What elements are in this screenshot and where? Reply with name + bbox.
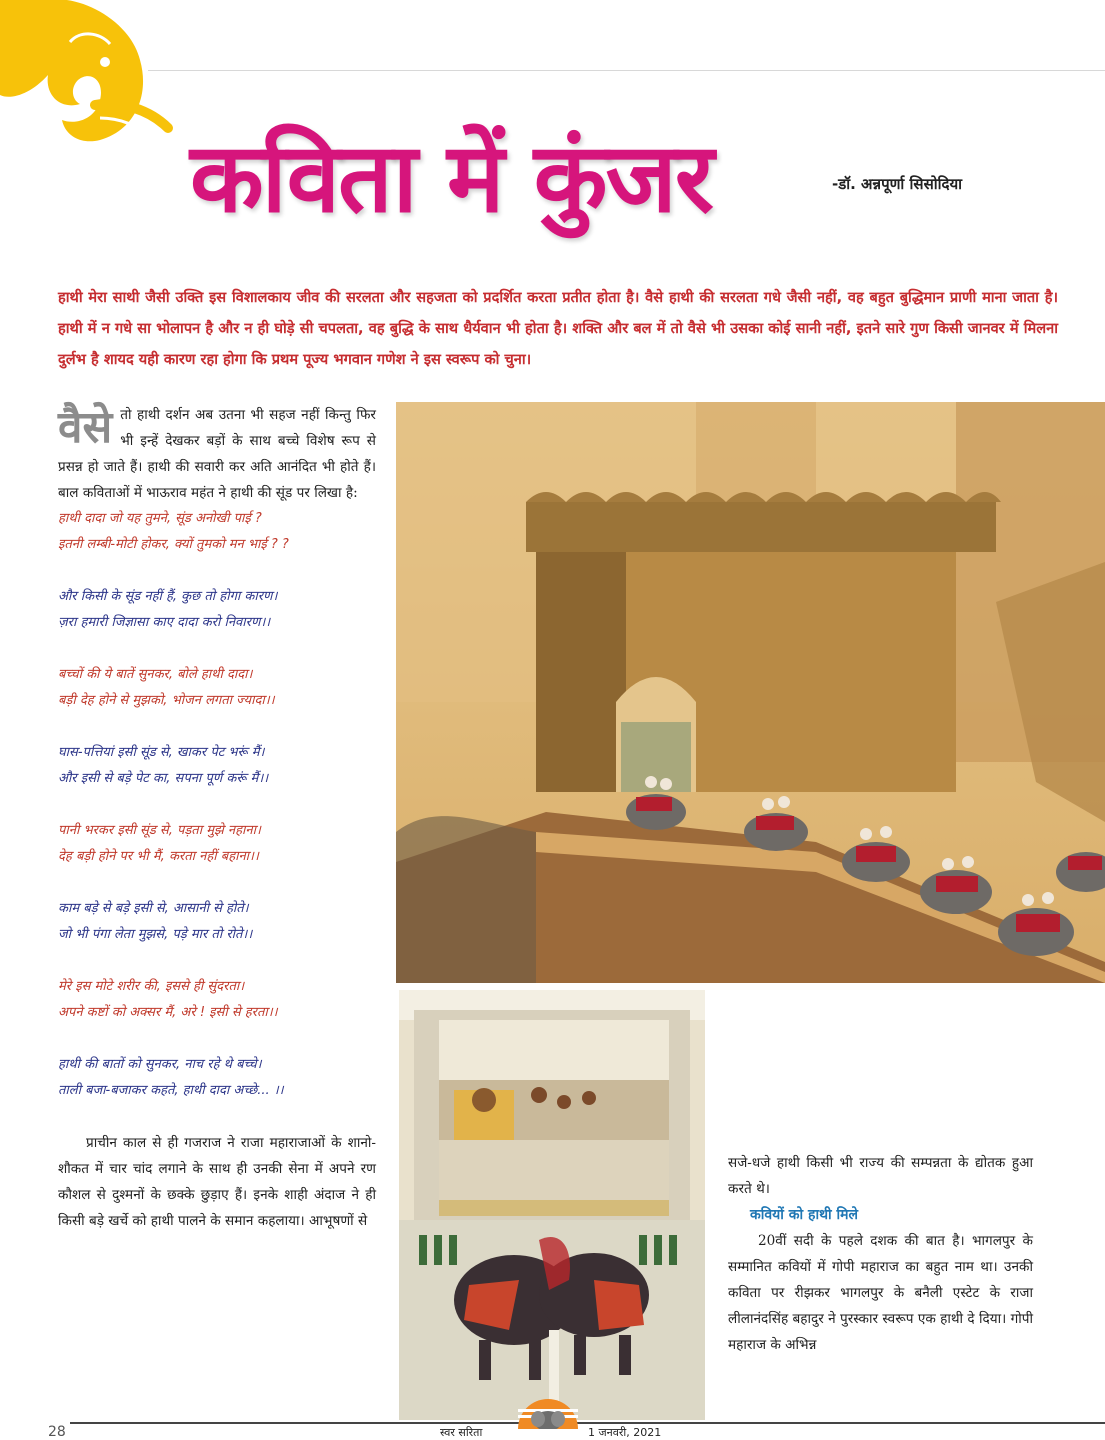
poem-line: घास-पत्तियां इसी सूंड से, खाकर पेट भरूं मैं। <box>58 745 265 760</box>
poem-line: ज़रा हमारी जिज्ञासा काए दादा करो निवारण।। <box>58 615 271 630</box>
amber-fort-photo <box>396 402 1105 983</box>
poem-line: और किसी के सूंड नहीं हैं, कुछ तो होगा कारण। <box>58 589 278 604</box>
after-poem-paragraph: प्राचीन काल से ही गजराज ने राजा महाराजाओं के शानो-शौकत में चार चांद लगाने के साथ ही उनकी सेना में अपने रण कौशल से दुश्मनों के छक्के छुड़ाए हैं। इनके शाही अंदाज ने ही किसी बड़े खर्चे को हाथी पालने के समान कहलाया। आभूषणों से <box>58 1135 376 1229</box>
header-rule <box>148 70 1105 71</box>
poem-line: ताली बजा-बजाकर कहते, हाथी दादा अच्छे... ।। <box>58 1083 284 1098</box>
poem-line: बड़ी देह होने से मुझको, भोजन लगता ज्यादा।। <box>58 693 275 708</box>
poem-stanza <box>58 1052 376 1104</box>
poem-line: हाथी की बातों को सुनकर, नाच रहे थे बच्चे। <box>58 1057 262 1072</box>
page-number: 28 <box>48 1424 66 1440</box>
issue-date: 1 जनवरी, 2021 <box>588 1426 662 1439</box>
poem-line: जो भी पंगा लेता मुझसे, पड़े मार तो रोते।। <box>58 927 253 942</box>
section-subheading: कवियों को हाथी मिले <box>750 1207 859 1223</box>
sunset-elephant-logo-icon <box>508 1395 588 1429</box>
elephant-logo-icon <box>0 0 175 150</box>
poem-line: और इसी से बड़े पेट का, सपना पूर्ण करूं मैं।। <box>58 771 269 786</box>
author-name: -डॉ. अन्नपूर्णा सिसोदिया <box>832 175 963 193</box>
poem-line: इतनी लम्बी-मोटी होकर, क्यों तुमको मन भाई ? ? <box>58 537 289 552</box>
miniature-painting <box>394 985 710 1425</box>
poem-line: अपने कष्टों को अक्सर मैं, अरे ! इसी से हरता।। <box>58 1005 278 1020</box>
poem-stanza <box>58 506 376 558</box>
poem-line: बच्चों की ये बातें सुनकर, बोले हाथी दादा। <box>58 667 253 682</box>
poem-stanza <box>58 818 376 870</box>
drop-cap: वैसे <box>58 402 113 453</box>
article-title: कविता में कुंजर <box>190 122 713 234</box>
continued-paragraph: सजे-धजे हाथी किसी भी राज्य की सम्पन्नता के द्योतक हुआ करते थे। <box>728 1155 1033 1197</box>
poem-line: देह बड़ी होने पर भी मैं, करता नहीं बहाना।। <box>58 849 259 864</box>
poem-line: पानी भरकर इसी सूंड से, पड़ता मुझे नहाना। <box>58 823 261 838</box>
poem-line: मेरे इस मोटे शरीर की, इससे ही सुंदरता। <box>58 979 245 994</box>
poem-stanza <box>58 740 376 792</box>
section-paragraph: 20वीं सदी के पहले दशक की बात है। भागलपुर के सम्मानित कवियों में गोपी महाराज का बहुत नाम था। उनकी कविता पर रीझकर भागलपुर के बनैली एस्टेट के राजा लीलानंदसिंह बहादुर ने पुरस्कार स्वरूप एक हाथी दे दिया। गोपी महाराज के अभिन्न <box>728 1233 1033 1353</box>
magazine-name: स्वर सरिता <box>440 1426 483 1439</box>
poem-stanza <box>58 896 376 948</box>
poem-line: हाथी दादा जो यह तुमने, सूंड अनोखी पाई ? <box>58 511 262 526</box>
poem-stanza <box>58 974 376 1026</box>
right-column <box>728 1150 1033 1358</box>
opening-paragraph: तो हाथी दर्शन अब उतना भी सहज नहीं किन्तु फिर भी इन्हें देखकर बड़ों के साथ बच्चे विशेष रूप से प्रसन्न हो जाते हैं। हाथी की सवारी कर अति आनंदित भी होते हैं। बाल कविताओं में भाऊराव महंत ने हाथी की सूंड पर लिखा है: <box>58 407 376 501</box>
left-column <box>58 402 376 1234</box>
intro-paragraph: हाथी मेरा साथी जैसी उक्ति इस विशालकाय जीव की सरलता और सहजता को प्रदर्शित करता प्रतीत होता है। वैसे हाथी की सरलता गधे जैसी नहीं, वह बहुत बुद्धिमान प्राणी माना जाता है। हाथी में न गधे सा भोलापन है और न ही घोड़े सी चपलता, वह बुद्धि के साथ धैर्यवान भी होता है। शक्ति और बल में तो वैसे भी उसका कोई सानी नहीं, इतने सारे गुण किसी जानवर में मिलना दुर्लभ है शायद यही कारण रहा होगा कि प्रथम पूज्य भगवान गणेश ने इस स्वरूप को चुना। <box>58 289 1058 368</box>
poem-line: काम बड़े से बड़े इसी से, आसानी से होते। <box>58 901 249 916</box>
poem-stanza <box>58 584 376 636</box>
poem-stanza <box>58 662 376 714</box>
elephant-fight-painting-icon <box>399 990 705 1420</box>
poem <box>58 506 376 1104</box>
